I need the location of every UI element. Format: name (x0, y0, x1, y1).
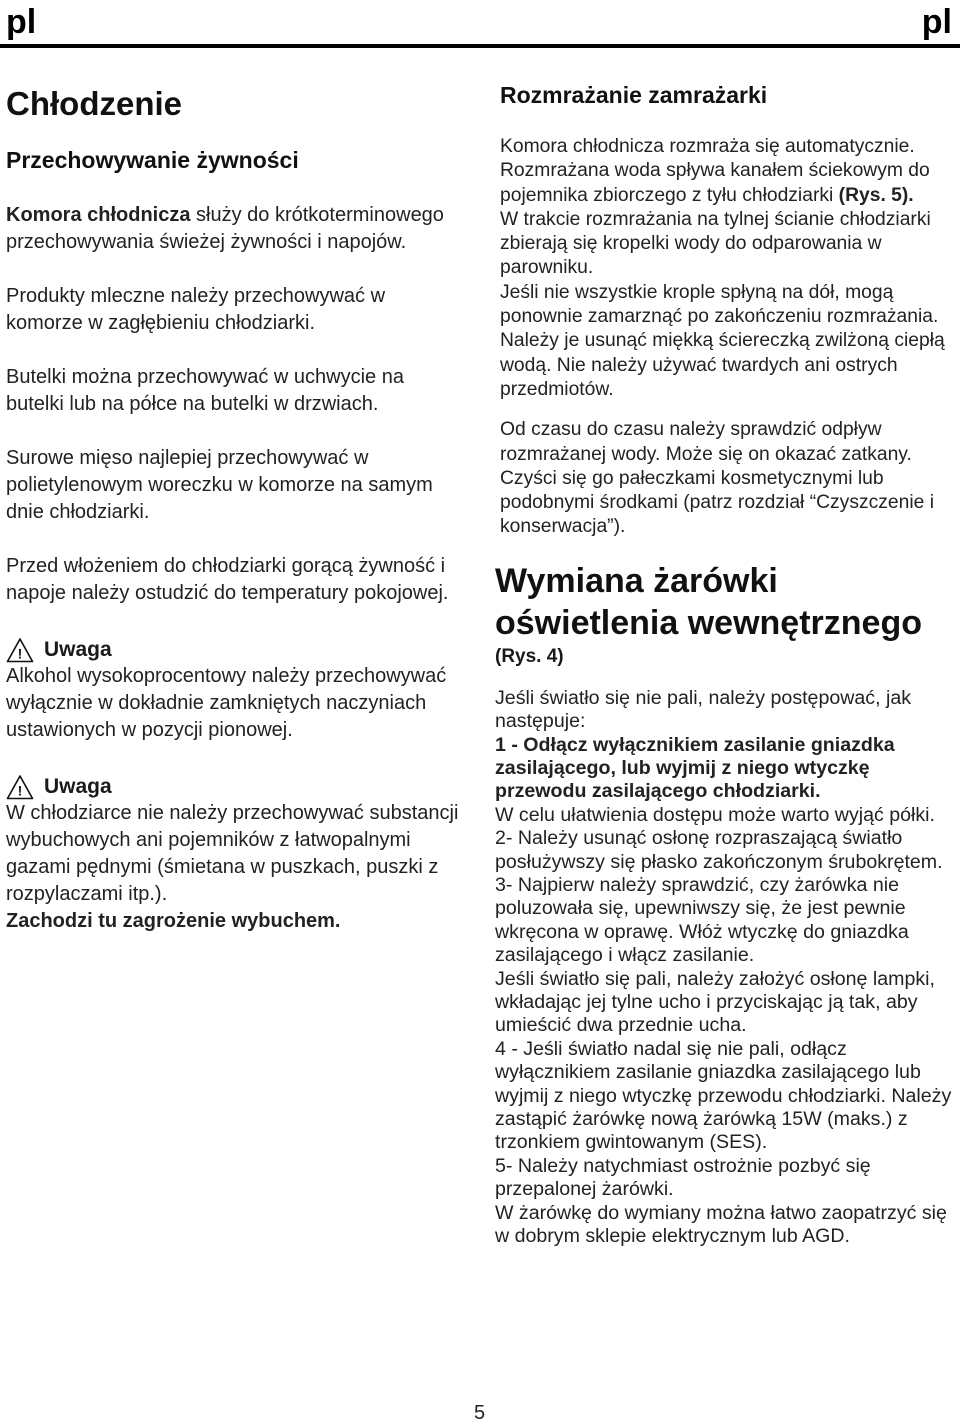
warning-label-2: Uwaga (44, 775, 112, 798)
language-tag-left: pl (6, 3, 37, 41)
warning-text-2: W chłodziarce nie należy przechowywać substancji wybuchowych ani pojemników z łatwopalnymi gazami pędnymi (śmietana w puszkach, puszki z rozpylaczami itp.). (6, 802, 459, 905)
paragraph-dairy: Produkty mleczne należy przechowywać w komorze w zagłębieniu chłodziarki. (6, 285, 386, 334)
warning-text-1: Alkohol wysokoprocentowy należy przechowywać wyłącznie w dokładnie zamkniętych naczyniach ustawionych w pozycji pionowej. (6, 665, 447, 741)
step-4: 4 - Jeśli światło nadal się nie pali, odłącz wyłącznikiem zasilanie gniazdka zasilającego lub wyjmij z niego wtyczkę przewodu chłodziarki. Należy zastąpić żarówkę nową żarówką 15W (maks.) z trzonkiem gwintowanym (SES). (495, 1037, 952, 1154)
defrost-title: Rozmrażanie zamrażarki (500, 82, 768, 108)
warning-label-1: Uwaga (44, 638, 112, 661)
defrost-paragraph-1b: W trakcie rozmrażania na tylnej ścianie chłodziarki zbierają się kropelki wody do odparowania w parowniku. (500, 208, 931, 279)
warning-heading-1 (6, 636, 464, 663)
step-5: 5- Należy natychmiast ostrożnie pozbyć się przepalonej żarówki. (495, 1154, 871, 1201)
warning-heading-2 (6, 773, 464, 800)
defrost-text-a: Komora chłodnicza rozmraża się automatycznie. Rozmrażana woda spływa kanałem ściekowym do pojemnika zbiorczego z tyłu chłodziarki (500, 136, 930, 206)
intro-rest: służy do krótkoterminowego przechowywania świeżej żywności i napojów. (6, 204, 444, 253)
step-3: 3- Najpierw należy sprawdzić, czy żarówka nie poluzowała się, upewniwszy się, że jest pewnie wkręcona w oprawę. Włóż wtyczkę do gniazdka zasilającego i włącz zasilanie. (495, 874, 909, 967)
defrost-paragraph-1c: Jeśli nie wszystkie krople spłyną na dół, mogą ponownie zamarznąć po zakończeniu rozmrażania. Należy je usunąć miękką ściereczką zwilżoną ciepłą wodą. Nie należy używać twardych ani ostrych przedmiotów. (500, 281, 945, 400)
step-1-bold: 1 - Odłącz wyłącznikiem zasilanie gniazdka zasilającego, lub wyjmij z niego wtyczkę przewodu zasilającego chłodziarki. (495, 733, 895, 803)
defrost-paragraph-1 (500, 135, 956, 208)
step-2: 2- Należy usunąć osłonę rozpraszającą światło posłużywszy się płasko zakończonym śrubokrętem. (495, 827, 943, 873)
header-rule (0, 44, 960, 48)
figure-ref-5: (Rys. 5). (838, 184, 914, 206)
bulb-title: Wymiana żarówki oświetlenia wewnętrznego (495, 561, 922, 642)
intro-bold: Komora chłodnicza (6, 204, 191, 226)
warning-triangle-icon (6, 774, 34, 800)
step-1-note: W celu ułatwienia dostępu może warto wyjąć półki. (495, 803, 935, 826)
svg-text:!: ! (17, 782, 23, 799)
figure-ref-4: (Rys. 4) (495, 645, 564, 667)
paragraph-bottles: Butelki można przechowywać w uchwycie na butelki lub na półce na butelki w drzwiach. (6, 366, 404, 415)
bulb-intro: Jeśli światło się nie pali, należy postępować, jak następuje: (495, 686, 912, 733)
left-column (6, 84, 464, 935)
language-tag-right: pl (921, 3, 952, 41)
defrost-paragraph-2: Od czasu do czasu należy sprawdzić odpływ rozmrażanej wody. Może się on okazać zatkany. Czyści się go pałeczkami kosmetycznymi lub podobnymi środkami (patrz rozdział “Czyszczenie i konserwacja”). (500, 419, 934, 538)
warning-explosion-note: Zachodzi tu zagrożenie wybuchem. (6, 910, 341, 932)
paragraph-hot-food: Przed włożeniem do chłodziarki gorącą żywność i napoje należy ostudzić do temperatury pokojowej. (6, 555, 449, 604)
bulb-steps (495, 687, 956, 1249)
svg-text:!: ! (17, 645, 23, 662)
intro-paragraph (6, 202, 464, 256)
section-title: Chłodzenie (6, 85, 183, 122)
closing-note: W żarówkę do wymiany można łatwo zaopatrzyć się w dobrym sklepie elektrycznym lub AGD. (495, 1201, 947, 1248)
step-3b: Jeśli światło się pali, należy założyć osłonę lampki, wkładając jej tylne ucho i przyciskając ją tak, aby umieścić dwa przednie ucha. (495, 967, 935, 1037)
section-subtitle: Przechowywanie żywności (6, 147, 299, 173)
paragraph-meat: Surowe mięso najlepiej przechowywać w polietylenowym woreczku w komorze na samym dnie chłodziarki. (6, 447, 433, 523)
page-number: 5 (474, 1402, 486, 1424)
warning-triangle-icon (6, 637, 34, 663)
right-column (495, 80, 956, 1249)
